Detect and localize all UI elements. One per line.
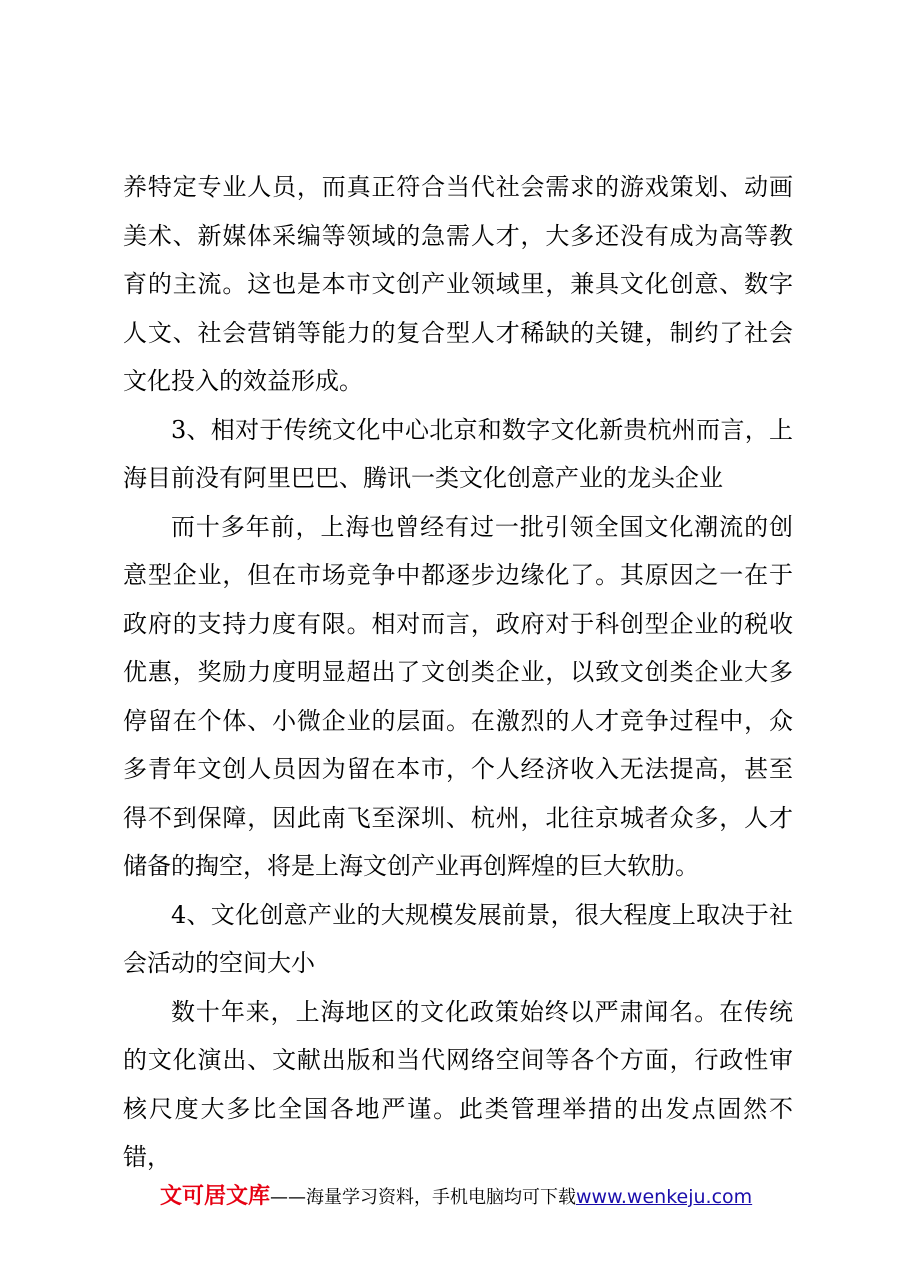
paragraph-section-3-body: 而十多年前，上海也曾经有过一批引领全国文化潮流的创意型企业，但在市场竞争中都逐步边缘化了。其原因之一在于政府的支持力度有限。相对而言，政府对于科创型企业的税收优惠，奖励力度明显超出了文创类企业，以致文创类企业大多停留在个体、小微企业的层面。在激烈的人才竞争过程中，众多青年文创人员因为留在本市，个人经济收入无法提高，甚至得不到保障，因此南飞至深圳、杭州，北往京城者众多，人才储备的掏空，将是上海文创产业再创辉煌的巨大软肋。: [123, 512, 793, 880]
footer-tagline: 海量学习资料，手机电脑均可下载: [306, 1187, 577, 1208]
paragraph-continuation: 养特定专业人员，而真正符合当代社会需求的游戏策划、动画美术、新媒体采编等领域的急需人才，大多还没有成为高等教育的主流。这也是本市文创产业领域里，兼具文化创意、数字人文、社会营销等能力的复合型人才稀缺的关键，制约了社会文化投入的效益形成。: [123, 173, 793, 395]
document-body: [123, 163, 793, 1182]
footer-brand-name: 文可居文库: [160, 1184, 271, 1209]
page-footer: [160, 1182, 860, 1212]
section-heading-3: 3、相对于传统文化中心北京和数字文化新贵杭州而言，上海目前没有阿里巴巴、腾讯一类文化创意产业的龙头企业: [123, 415, 793, 492]
paragraph-section-4-body: 数十年来，上海地区的文化政策始终以严肃闻名。在传统的文化演出、文献出版和当代网络空间等各个方面，行政性审核尺度大多比全国各地严谨。此类管理举措的出发点固然不错，: [123, 997, 793, 1171]
footer-website-link[interactable]: www.wenkeju.com: [576, 1186, 753, 1208]
footer-dash: ——: [270, 1187, 307, 1208]
section-heading-4: 4、文化创意产业的大规模发展前景，很大程度上取决于社会活动的空间大小: [123, 900, 793, 977]
